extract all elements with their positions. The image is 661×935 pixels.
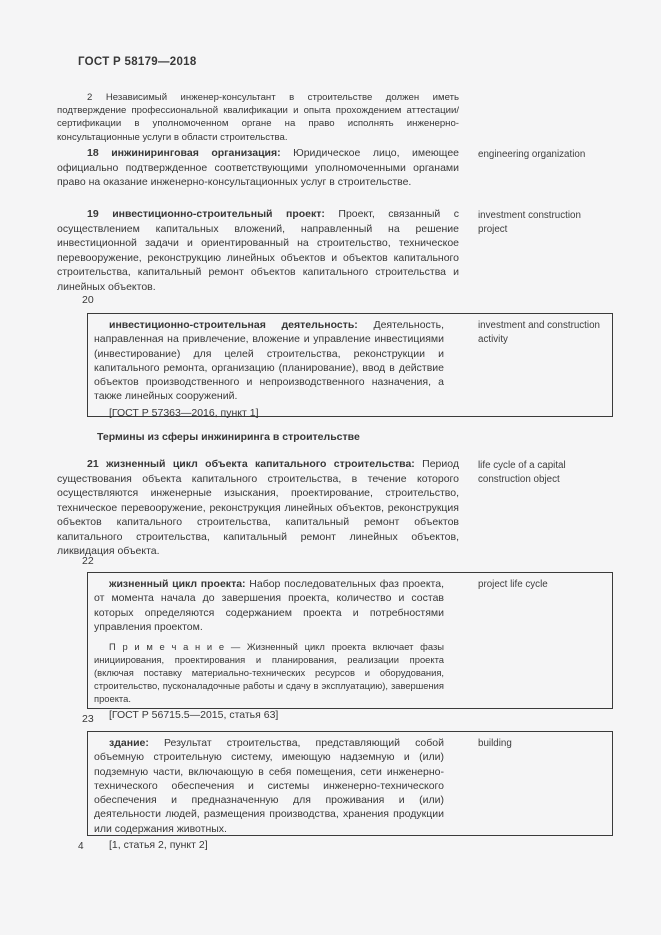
definition-box-22	[87, 572, 613, 722]
term-definition: Юридическое лицо, имеющее официально подтвержденное соответствующими уполномоченными органами право на оказание инженерно-консультационных услуг в строительстве.	[57, 147, 459, 188]
definition-box-20	[87, 313, 613, 417]
term-number: 19	[87, 208, 99, 220]
term-translation-18: engineering organization	[478, 149, 586, 160]
term-entry-21	[57, 457, 459, 559]
term-label: инжиниринговая организация:	[111, 147, 281, 159]
term-translation-23: building	[478, 738, 512, 749]
term-number-22: 22	[82, 555, 94, 567]
term-translation-20: investment and construction activity	[478, 320, 600, 345]
term-translation-21: life cycle of a capital construction object	[478, 460, 566, 485]
term-entry-19	[57, 207, 459, 294]
citation: [1, статья 2, пункт 2]	[109, 839, 208, 852]
term-number-23: 23	[82, 713, 94, 725]
term-translation-19: investment construction project	[478, 210, 581, 235]
boxed-definition-text	[94, 577, 444, 634]
term-number: 18	[87, 147, 99, 159]
page-header: ГОСТ Р 58179—2018	[78, 56, 197, 68]
citation: [ГОСТ Р 56715.5—2015, статья 63]	[109, 709, 279, 722]
term-label: жизненный цикл объекта капитального строительства:	[106, 458, 415, 470]
term-definition: Период существования объекта капитального строительства, в течение которого осуществляются инженерные изыскания, проектирование, строительство, техническое перевооружение, реконструкция линейных объектов, реконструкция объектов капитального строительства, капитальный ремонт объектов капитального строительства, капитальный ремонт линейных объектов, ликвидация объекта.	[57, 458, 459, 557]
term-label: инвестиционно-строительная деятельность:	[109, 319, 358, 331]
term-label: инвестиционно-строительный проект:	[112, 208, 325, 220]
boxed-definition-text	[94, 318, 444, 404]
page-number: 4	[78, 841, 84, 852]
term-label: жизненный цикл проекта:	[109, 578, 246, 590]
definition-box-23	[87, 731, 613, 852]
term-definition: Проект, связанный с осуществлением капитальных вложений, направленный на решение инвестиционной задачи и ориентированный на строительство, техническое перевооружение, реконструкцию линейных объектов и объектов капитального строительства, капитальный ремонт объектов капитального строительства и линейных объектов.	[57, 208, 460, 293]
term-definition: Деятельность, направленная на привлечение, вложение и управление инвестициями (инвестирование) для целей строительства, реконструкции и капитального ремонта, организацию (планирование), ввод в действие объектов производственного и непроизводственного назначения, а также линейных сооружений.	[94, 319, 444, 403]
term-number: 21	[87, 458, 99, 470]
section-heading: Термины из сферы инжиниринга в строительстве	[97, 431, 360, 443]
definition-note: П р и м е ч а н и е — Жизненный цикл проекта включает фазы инициирования, проектирования и планирования, реализации проекта (включая поставку материально-технических ресурсов и оборудования, строительство, пусконаладочные работы и сдачу в эксплуатацию), завершения проекта.	[94, 641, 444, 705]
term-label: здание:	[109, 737, 149, 749]
citation: [ГОСТ Р 57363—2016, пункт 1]	[109, 406, 259, 419]
term-definition: Набор последовательных фаз проекта, от момента начала до завершения проекта, количество и состав которых определяются содержанием проекта и потребностями управления проектом.	[94, 578, 444, 633]
term-entry-18	[57, 146, 459, 190]
boxed-definition-text	[94, 736, 444, 836]
term-translation-22: project life cycle	[478, 579, 548, 590]
term-definition: Результат строительства, представляющий собой объемную строительную систему, имеющую надземную и (или) подземную части, включающую в себя помещения, сети инженерно-технического обеспечения и системы инженерно-технического обеспечения и предназначенную для проживания и (или) деятельности людей, размещения производства, хранения продукции или содержания животных.	[94, 737, 444, 835]
term-number-20: 20	[82, 294, 94, 306]
note-paragraph-2: 2 Независимый инженер-консультант в строительстве должен иметь подтверждение профессиональной квалификации и опыта прохождением аттестации/сертификации в уполномоченном органе на право исполнять инженерно-консультационные услуги в области строительства.	[57, 92, 459, 143]
